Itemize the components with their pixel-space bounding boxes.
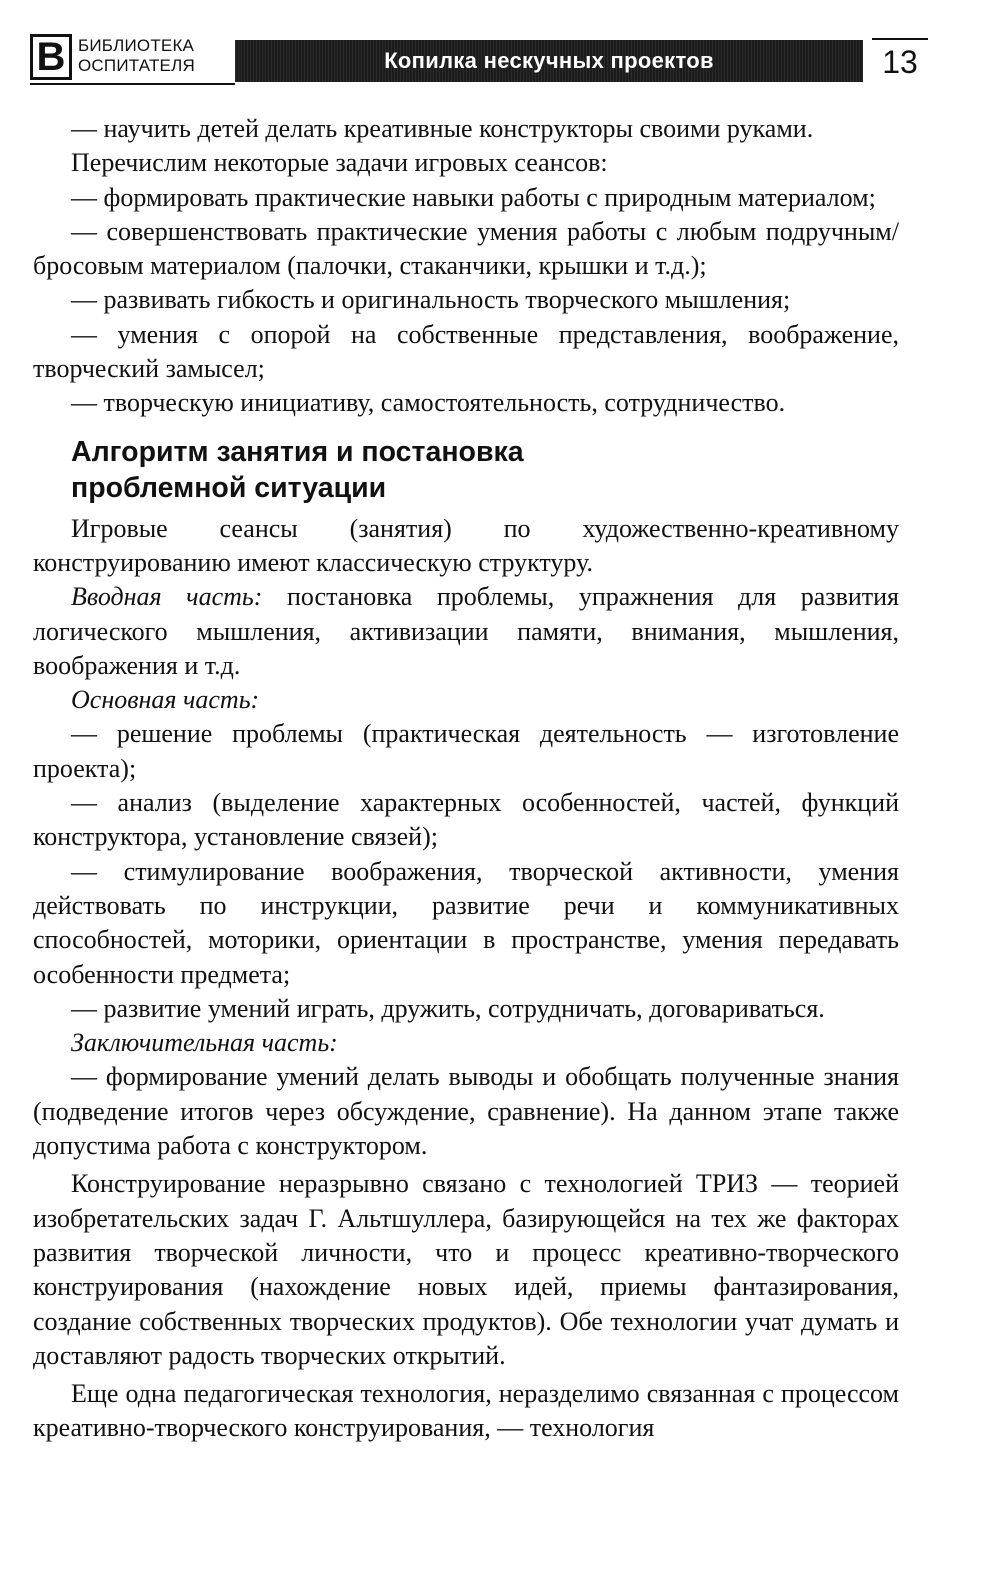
- page-number: 13: [872, 38, 928, 82]
- paragraph-final-part-label: [33, 1026, 899, 1060]
- paragraph: — развивать гибкость и оригинальность творческого мышления;: [71, 285, 791, 315]
- paragraph: — научить детей делать креативные конструкторы своими руками.: [71, 114, 814, 143]
- list-item: — формирование умений делать выводы и обобщать полученные знания (подведение итогов через обсуждение, сравнение). На данном этапе также допустима работа с конструктором.: [33, 1062, 899, 1161]
- paragraph: Еще одна педагогическая технология, неразделимо связанная с процессом креативно-творческого конструирования, — технология: [33, 1379, 899, 1443]
- paragraph-intro-part: [33, 580, 899, 683]
- section-heading: [33, 434, 899, 506]
- paragraph-main-part-label: [33, 683, 899, 717]
- paragraph: Конструирование неразрывно связано с технологией ТРИЗ — теорией изобретательских задач Г. Альтшуллера, базирующейся на тех же факторах развития творческой личности, что и процесс креативно-творческого конструирования (нахождение новых идей, приемы фантазирования, создание собственных творческих продуктов). Обе технологии учат думать и доставляют радость творческих открытий.: [33, 1169, 899, 1370]
- paragraph: Игровые сеансы (занятия) по художественно-креативному конструированию имеют классическую структуру.: [33, 513, 899, 577]
- series-logo-line-1: БИБЛИОТЕКА: [78, 36, 195, 55]
- intro-part-text: постановка проблемы, упражнения для развития логического мышления, активизации памяти, внимания, мышления, воображения и т.д.: [33, 582, 899, 680]
- main-part-label: Основная часть:: [71, 685, 260, 715]
- paragraph: Перечислим некоторые задачи игровых сеансов:: [71, 148, 608, 178]
- chapter-title-band: Копилка нескучных проектов: [235, 40, 863, 82]
- list-item: — решение проблемы (практическая деятельность — изготовление проекта);: [33, 719, 899, 783]
- series-logo-text: [78, 36, 195, 76]
- paragraph: — творческую инициативу, самостоятельность, сотрудничество.: [71, 388, 786, 418]
- series-logo-letter: В: [30, 34, 72, 80]
- list-item: — развитие умений играть, дружить, сотрудничать, договариваться.: [71, 993, 825, 1023]
- list-item: — анализ (выделение характерных особенностей, частей, функций конструктора, установление связей);: [33, 788, 899, 852]
- final-part-label: Заключительная часть:: [71, 1028, 338, 1058]
- paragraph: — умения с опорой на собственные представления, воображение, творческий замысел;: [33, 319, 899, 384]
- intro-part-label: Вводная часть:: [71, 582, 263, 612]
- list-item: — стимулирование воображения, творческой активности, умения действовать по инструкции, развитие речи и коммуникативных способностей, моторики, ориентации в пространстве, умения передавать особенности предмета;: [33, 856, 899, 989]
- paragraph: — совершенствовать практические умения работы с любым подручным/бросовым материалом (палочки, стаканчики, крышки и т.д.);: [33, 216, 899, 281]
- section-heading-line-1: Алгоритм занятия и постановка: [71, 435, 524, 468]
- header-underline: [30, 83, 235, 85]
- series-logo-line-2: ОСПИТАТЕЛЯ: [78, 56, 195, 75]
- section-heading-line-2: проблемной ситуации: [71, 471, 387, 504]
- paragraph: — формировать практические навыки работы с природным материалом;: [71, 182, 876, 212]
- running-header: [30, 34, 918, 84]
- page-body: [33, 112, 899, 1446]
